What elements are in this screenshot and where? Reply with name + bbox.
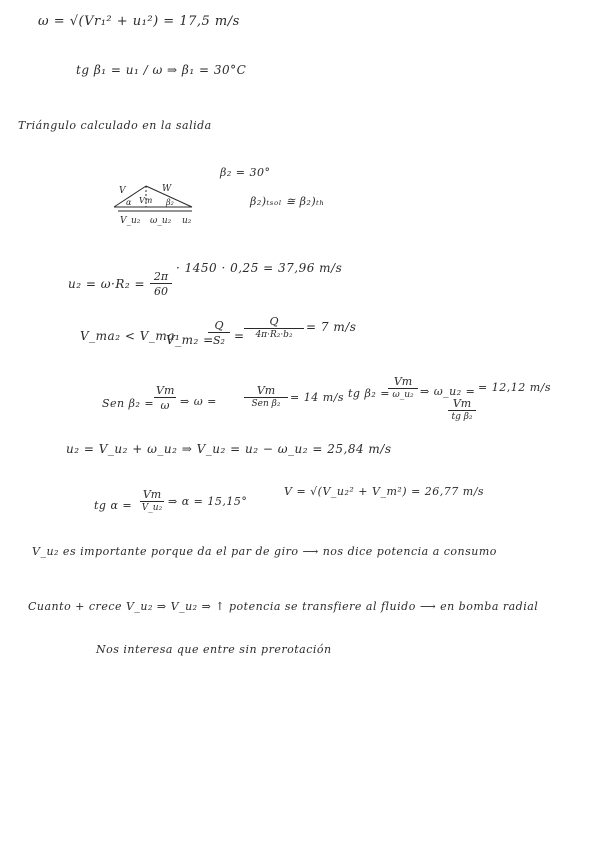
velocity-magnitude-line: ω = √(Vr₁² + u₁²) = 17,5 m/s [38,14,240,29]
absolute-velocity-result: V = √(V_u₂² + V_m²) = 26,77 m/s [284,485,485,498]
beta1-angle-line: tg β₁ = u₁ / ω ⇒ β₁ = 30°C [76,63,247,77]
beta2-approx-note: β₂)ₜₛₒₗ ≅ β₂)ₜₕ [250,195,325,208]
vm-over-w-fraction: $\frac{Vm}{\omega}$ [156,384,175,412]
flow-over-area-fraction: $\frac{Q}{\text{S₂}}$ [208,320,230,346]
tan-beta2-lhs: tg β₂ = [348,387,390,400]
meridional-velocity-result: = 7 m/s [306,320,357,334]
beta2-angle-label: β₂ [166,198,174,207]
two-pi-over-sixty: $\frac{2\pi}{60}$ [150,271,172,297]
vm-over-wu2-fraction: Vm ω_u₂ [388,376,418,400]
absolute-velocity-label: V [119,186,126,196]
flow-over-outlet-area-fraction: Q 4π·R₂·b₂ [244,316,304,340]
prerotation-note: Nos interesa que entre sin prerotación [96,643,332,656]
vm-over-sin-beta2-fraction: Vm Sen β₂ [244,385,288,409]
sin-beta2-lhs: Sen β₂ = [102,397,155,410]
alpha-angle-result: ⇒ α = 15,15° [168,495,248,508]
vu2-growth-note: Cuanto + crece V_u₂ ⇒ V_u₂ ⇒ ↑ potencia se transfiere al fluido ⟶ en bomba radial [28,600,539,613]
peripheral-velocity-label: u₂ [182,216,192,226]
meridional-velocity-label: Vm [139,196,153,205]
vm-over-vu2-fraction: Vm V_u₂ [141,488,163,513]
relative-tangential-label: ω_u₂ [150,216,172,226]
vu2-importance-note: V_u₂ es importante porque da el par de giro ⟶ nos dice potencia a consumo [32,545,497,558]
outlet-triangle-heading: Triángulo calculado en la salida [18,119,212,132]
alpha-angle-label: α [126,198,132,207]
relative-velocity-result: = 14 m/s [290,391,344,404]
relative-tangential-lhs: ⇒ ω_u₂ = [420,385,476,398]
meridional-velocity-comparison: V_ma₂ < V_ma₁ [80,329,181,343]
relative-velocity-label: W [162,184,172,194]
tangential-velocity-equation: u₂ = V_u₂ + ω_u₂ ⇒ V_u₂ = u₂ − ω_u₂ = 25,84 m/s [66,442,392,456]
meridional-velocity-lhs: V_m₂ = [166,333,214,347]
vm-over-tan-beta2-fraction: Vm tg β₂ [448,398,476,422]
relative-tangential-result: = 12,12 m/s [478,381,551,394]
relative-velocity-lhs: ⇒ ω = [180,395,217,408]
peripheral-speed-result: · 1450 · 0,25 = 37,96 m/s [176,261,343,275]
beta2-value: β₂ = 30° [220,166,271,179]
tan-alpha-lhs: tg α = [94,499,133,512]
handwritten-page: ω = √(Vr₁² + u₁²) = 17,5 m/s tg β₁ = u₁ / ω ⇒ β₁ = 30°C Triángulo calculado en la salida β₂ = 30° β₂)ₜₛₒₗ ≅ β₂)ₜₕ V W Vm α β₂ V_u₂ ω_u₂ u₂ u₂ = ω·R₂ = $\frac{2\pi}{60}$ · 1450 · 0,25 = 37,96 m/s V_ma₂ < V_ma₁ V_m₂ = $\frac{Q}{\text{S₂}}$ = Q 4π·R₂·b₂ = 7 m/s Sen β₂ = $\frac{Vm}{\omega}$ ⇒ ω = Vm Sen β₂ = 14 m/s tg β₂ = Vm ω_u₂ ⇒ ω_u₂ = Vm tg β₂ = 12,12 m/s u₂ = V_u₂ + ω_u₂ ⇒ V_u₂ = u₂ − ω_u₂ = 25,84 m/s tg α = Vm V_u₂ ⇒ α = 15,15° V = √(V_u₂² + V_m²) = 26,77 m/s V_u₂ es importante porque da el par de giro ⟶ nos dice potencia a consumo Cuanto + crece V_u₂ ⇒ V_u₂ ⇒ ↑ potencia se transfiere al fluido ⟶ en bomba radial Nos interesa que entre sin prerotación [0,0,616,848]
tangential-velocity-label: V_u₂ [120,216,141,226]
peripheral-speed-lhs: u₂ = ω·R₂ = [68,277,146,291]
